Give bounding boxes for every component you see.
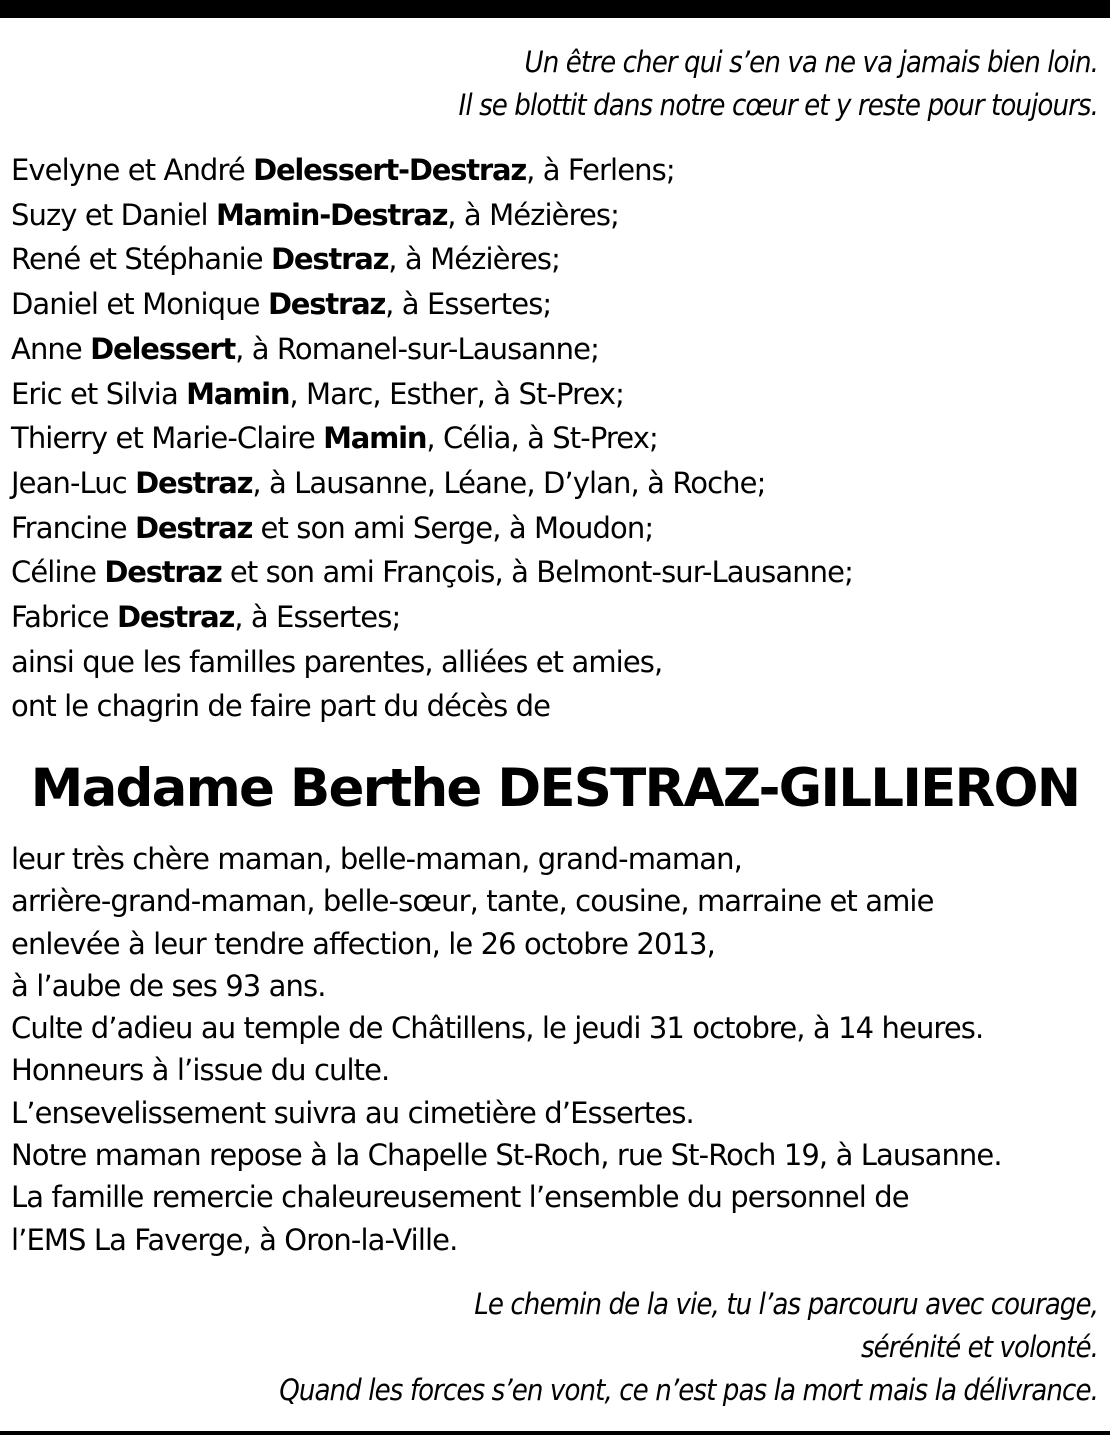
closing-quote-line: sérénité et volonté.	[860, 1330, 1098, 1364]
family-surname: Delessert-Destraz	[253, 153, 527, 187]
family-surname: Delessert	[90, 331, 236, 366]
closing-quote-line: Le chemin de la vie, tu l’as parcouru avec courage,	[474, 1287, 1098, 1321]
family-surname: Mamin	[323, 421, 427, 456]
details-line: Notre maman repose à la Chapelle St-Roch, rue St-Roch 19, à Lausanne.	[11, 1138, 1002, 1173]
family-line: Eric et Silvia Mamin, Marc, Esther, à St-Prex;	[11, 376, 625, 411]
family-surname: Destraz	[135, 465, 253, 500]
family-line: Suzy et Daniel Mamin-Destraz, à Mézières;	[11, 197, 619, 232]
opening-quote	[459, 41, 1098, 127]
details-line: enlevée à leur tendre affection, le 26 octobre 2013,	[11, 926, 715, 961]
details-line: arrière-grand-maman, belle-sœur, tante, cousine, marraine et amie	[11, 884, 934, 919]
details-line: leur très chère maman, belle-maman, grand-maman,	[11, 842, 742, 876]
family-line: ont le chagrin de faire part du décès de	[11, 689, 551, 724]
details-line: La famille remercie chaleureusement l’ensemble du personnel de	[11, 1180, 909, 1215]
family-line: Thierry et Marie-Claire Mamin, Célia, à St-Prex;	[11, 421, 658, 456]
bottom-rule	[0, 1431, 1110, 1435]
closing-quote-line: Quand les forces s’en vont, ce n’est pas la mort mais la délivrance.	[279, 1373, 1098, 1407]
family-line: ainsi que les familles parentes, alliées et amies,	[11, 644, 663, 679]
family-line: Jean-Luc Destraz, à Lausanne, Léane, D’ylan, à Roche;	[11, 465, 766, 500]
family-line: Francine Destraz et son ami Serge, à Moudon;	[11, 510, 654, 545]
family-surname: Destraz	[267, 287, 386, 322]
details-line: Culte d’adieu au temple de Châtillens, le jeudi 31 octobre, à 14 heures.	[11, 1011, 984, 1046]
details-line: L’ensevelissement suivra au cimetière d’Essertes.	[11, 1095, 694, 1130]
family-line: Anne Delessert, à Romanel-sur-Lausanne;	[11, 331, 599, 366]
details-line: l’EMS La Faverge, à Oron-la-Ville.	[11, 1222, 458, 1257]
family-line: Céline Destraz et son ami François, à Belmont-sur-Lausanne;	[11, 555, 853, 590]
family-line: Daniel et Monique Destraz, à Essertes;	[11, 287, 552, 322]
details-line: à l’aube de ses 93 ans.	[11, 968, 326, 1003]
top-rule	[0, 0, 1110, 18]
family-surname: Destraz	[104, 555, 222, 590]
family-surname: Destraz	[135, 510, 253, 545]
details-line: Honneurs à l’issue du culte.	[11, 1053, 390, 1088]
family-surname: Destraz	[271, 242, 389, 277]
closing-quote	[279, 1283, 1098, 1412]
opening-quote-line: Il se blottit dans notre cœur et y reste pour toujours.	[458, 88, 1098, 122]
opening-quote-line: Un être cher qui s’en va ne va jamais bien loin.	[524, 45, 1098, 79]
family-surname: Mamin-Destraz	[215, 197, 448, 232]
deceased-name: Madame Berthe DESTRAZ-GILLIERON	[30, 758, 1080, 819]
family-line: Evelyne et André Delessert-Destraz, à Ferlens;	[11, 153, 675, 187]
family-line: Fabrice Destraz, à Essertes;	[11, 600, 401, 635]
announcement-details	[11, 838, 1002, 1261]
family-list	[11, 148, 853, 729]
family-surname: Destraz	[116, 600, 235, 635]
family-surname: Mamin	[186, 376, 290, 411]
family-line: René et Stéphanie Destraz, à Mézières;	[11, 242, 560, 277]
